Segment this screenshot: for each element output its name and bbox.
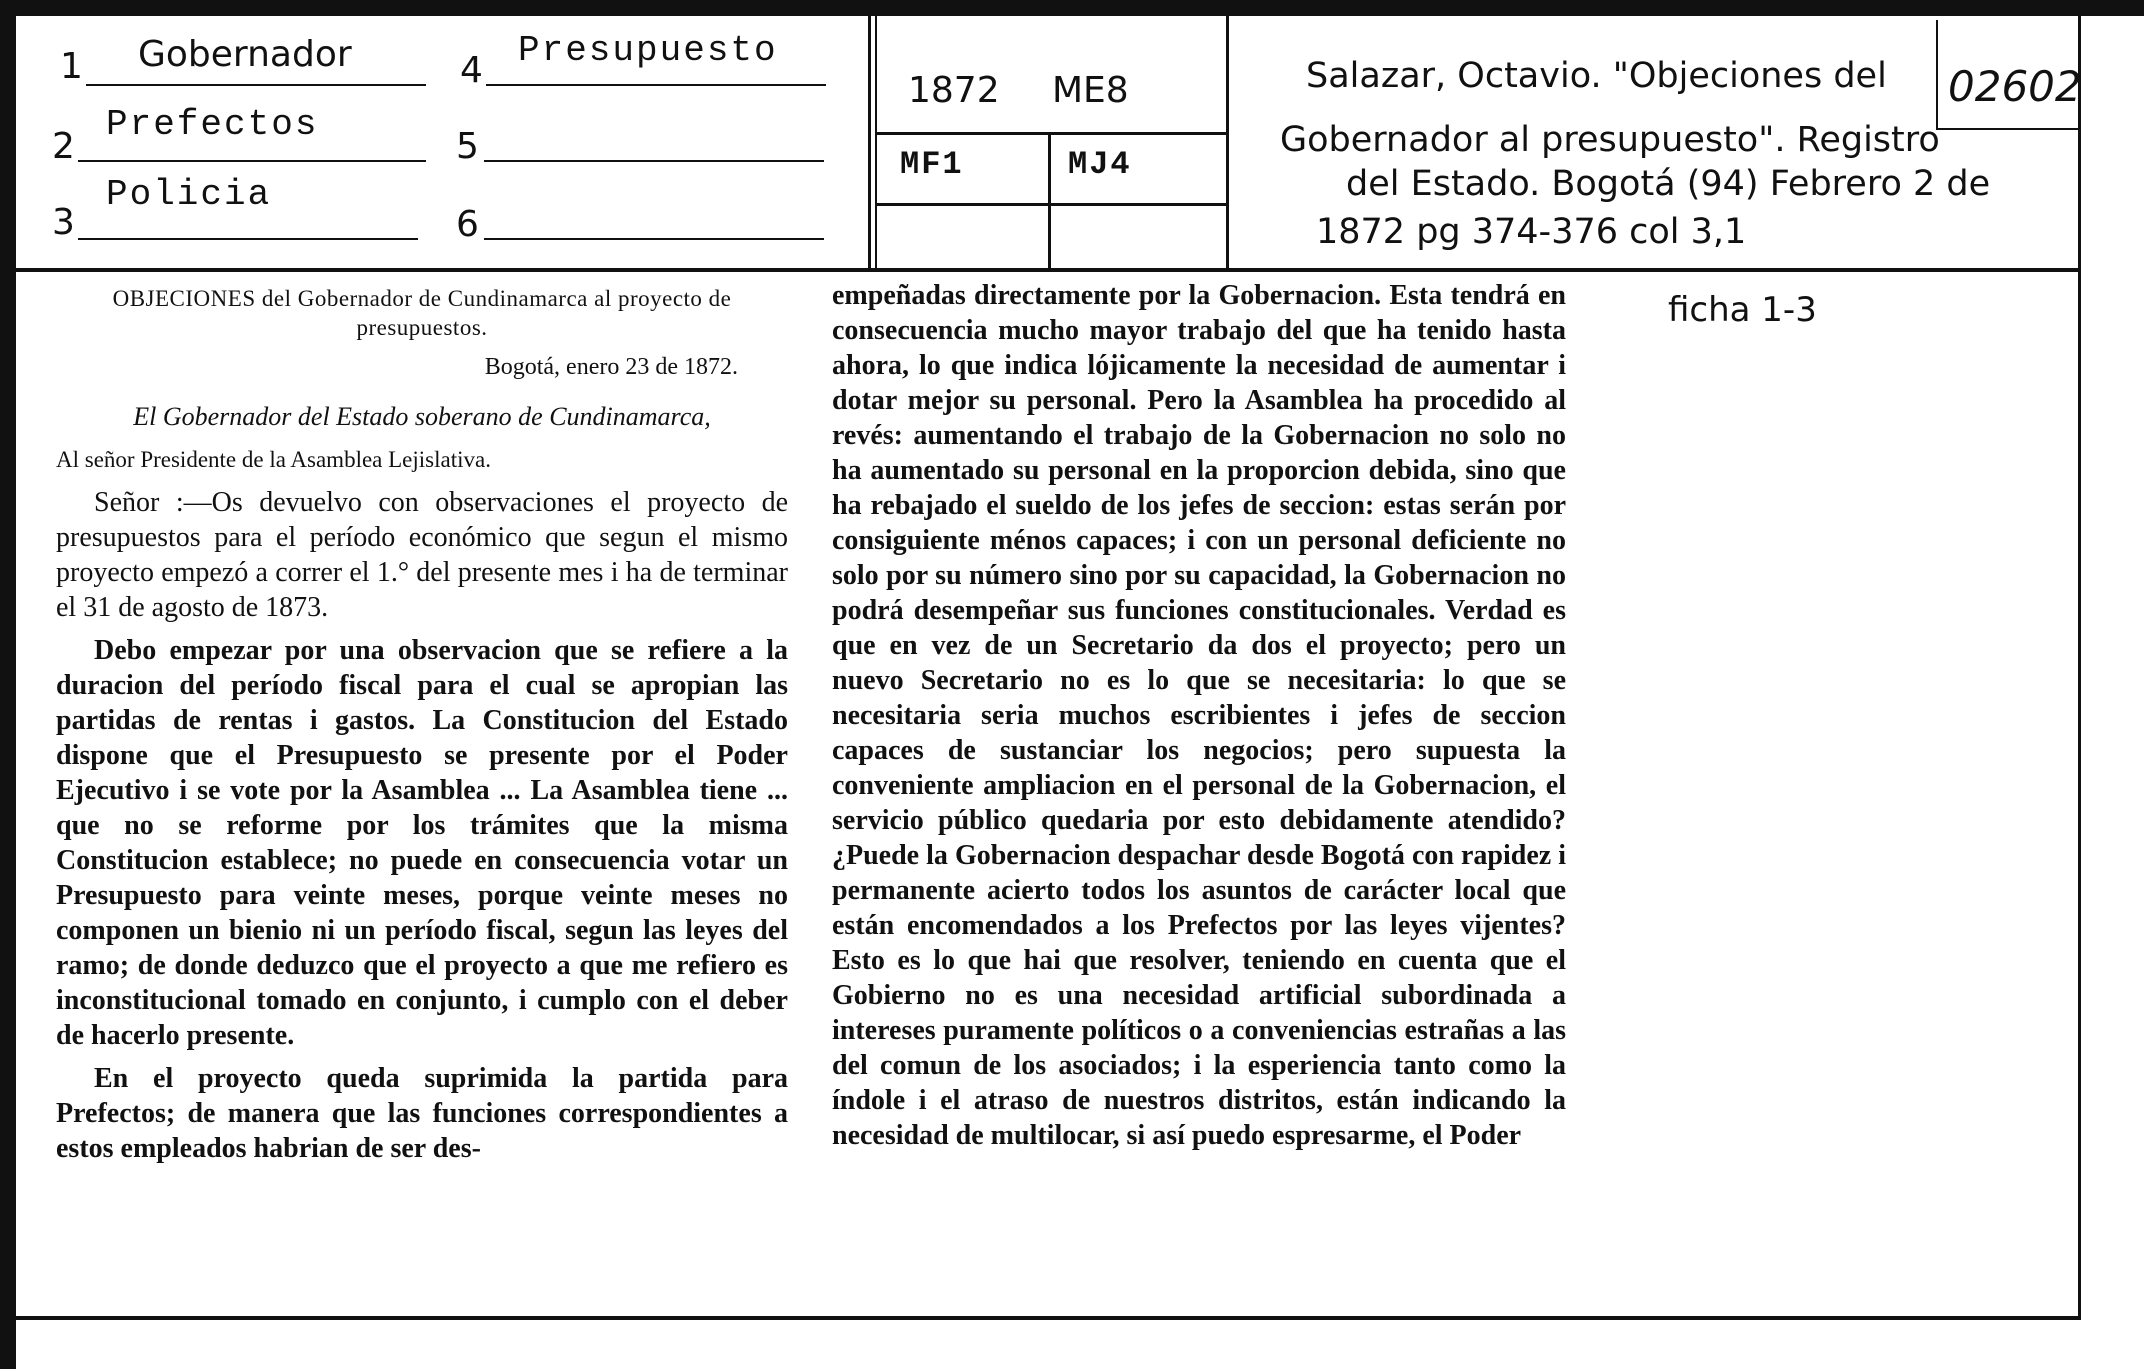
topic-6-underline: [484, 238, 824, 240]
scan-top-border: [0, 0, 2144, 16]
codes-col-divider: [1048, 134, 1051, 270]
topic-1-underline: [86, 84, 426, 86]
topic-6-number: 6: [456, 204, 479, 245]
article-heading: OBJECIONES del Gobernador de Cundinamarca al proyecto de presupuestos.: [112, 286, 732, 340]
topic-3-label: Policia: [106, 174, 272, 215]
article-column-2: [832, 278, 1566, 1153]
topic-2-underline: [78, 160, 426, 162]
paragraph-2: Debo empezar por una observacion que se refiere a la duracion del período fiscal para el cual se apropian las partidas de rentas i gastos. La Constitucion del Estado dispone que el Presupuesto se presente por el Poder Ejecutivo i se vote por la Asamblea ... La Asamblea tiene ... que no se reforme por los trámites que la misma Constitucion establece; no puede en consecuencia votar un Presupuesto para veinte meses, porque veinte meses no componen un bienio ni un período fiscal, segun las leyes del ramo; de donde deduzco que el proyecto a que me refiero es inconstitucional tomado en conjunto, i cumplo con el deber de hacerlo presente.: [56, 635, 788, 1051]
codes-divider: [1226, 16, 1229, 270]
paragraph-1: Señor :—Os devuelvo con observaciones el proyecto de presupuestos para el período económico que segun el mismo proyecto empezó a correr el 1.° del presente mes i ha de terminar el 31 de agosto de 1873.: [56, 487, 788, 623]
article-sender: El Gobernador del Estado soberano de Cundinamarca,: [133, 402, 711, 431]
topic-5-number: 5: [456, 126, 479, 167]
codes-row-divider-1: [877, 132, 1227, 135]
topic-2-number: 2: [52, 126, 75, 167]
topic-1-label: Gobernador: [138, 34, 352, 75]
topics-divider: [868, 16, 871, 270]
article-date: Bogotá, enero 23 de 1872.: [484, 354, 738, 380]
topic-3-underline: [78, 238, 418, 240]
topic-3-number: 3: [52, 202, 75, 243]
code-right: MJ4: [1068, 146, 1132, 183]
paragraph-3: En el proyecto queda suprimida la partida para Prefectos; de manera que las funciones correspondientes a estos empleados habrian de ser des-: [56, 1063, 788, 1164]
citation-line-3: del Estado. Bogotá (94) Febrero 2 de: [1346, 164, 1991, 204]
article-addressee: Al señor Presidente de la Asamblea Lejislativa.: [56, 447, 491, 472]
citation-line-4: 1872 pg 374-376 col 3,1: [1316, 212, 1747, 252]
citation-line-1: Salazar, Octavio. "Objeciones del: [1306, 56, 1887, 96]
topic-4-underline: [486, 84, 826, 86]
header-divider: [12, 268, 2078, 272]
topic-4-label: Presupuesto: [518, 30, 778, 71]
topic-5-underline: [484, 160, 824, 162]
code-left: MF1: [900, 146, 964, 183]
codes-row-divider-2: [877, 203, 1227, 206]
topic-4-number: 4: [460, 50, 483, 91]
stamp-number: 02602: [1948, 62, 2082, 111]
topic-2-label: Prefectos: [106, 104, 319, 145]
year-code: 1872: [908, 70, 1000, 111]
article-column-1: [56, 284, 788, 1174]
topics-divider-double: [875, 16, 877, 270]
topic-1-number: 1: [60, 46, 83, 87]
citation-line-2: Gobernador al presupuesto". Registro: [1280, 120, 1940, 160]
ficha-label: ficha 1-3: [1668, 290, 1817, 330]
column-2-text: empeñadas directamente por la Gobernacion. Esta tendrá en consecuencia mucho mayor trabajo del que ha tenido hasta ahora, lo que indica lójicamente la necesidad de aumentar i dotar mejor su personal. Pero la Asamblea ha procedido al revés: aumentando el trabajo de la Gobernacion no solo no ha aumentado su personal en la proporcion debida, sino que ha rebajado el sueldo de los jefes de seccion: estas serán por consiguiente ménos capaces; i con un personal deficiente no solo por su número sino por su capacidad, la Gobernacion no podrá desempeñar sus funciones constitucionales. Verdad es que en vez de un Secretario da dos el proyecto; pero un nuevo Secretario no es lo que se necesitaria: lo que se necesitaria seria muchos escribientes i jefes de seccion capaces de sustanciar los negocios; pero supuesta la conveniente ampliacion en el personal de la Gobernacion, el servicio público quedaria por esto debidamente atendido? ¿Puede la Gobernacion despachar desde Bogotá con rapidez i permanente acierto todos los asuntos de carácter local que están encomendados a los Prefectos por las leyes vijentes? Esto es lo que hai que resolver, teniendo en cuenta que el Gobierno no es una necesidad artificial subordinada a intereses puramente políticos o a conveniencias estrañas a las del comun de los asociados; i la esperiencia tanto como la índole i el atraso de nuestros distritos, están indicando la necesidad de multilocar, si así puedo espresarme, el Poder: [832, 280, 1566, 1151]
code-top: ME8: [1052, 70, 1129, 111]
